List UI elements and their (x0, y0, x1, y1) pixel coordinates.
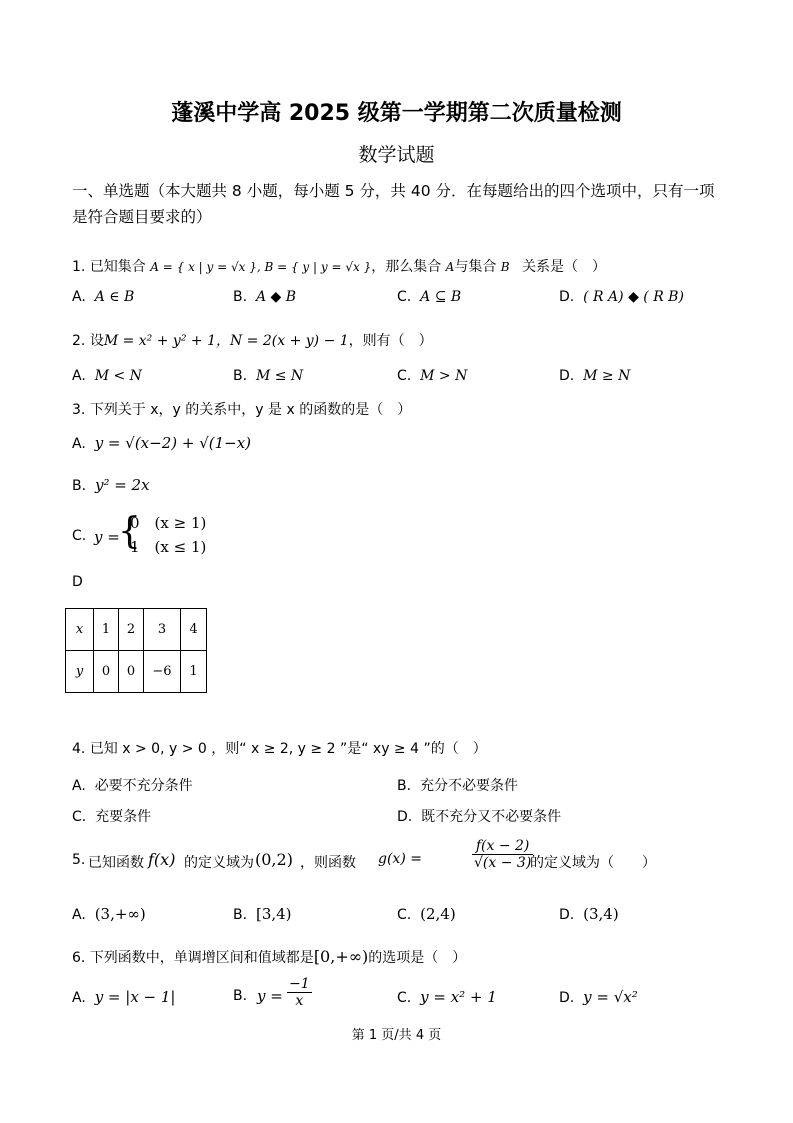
question-text: ，那么集合 (371, 259, 442, 275)
q3-function-table (65, 608, 207, 693)
fraction: $\frac{f(x - 2)}{√(x - 3)}$ (474, 838, 532, 871)
q5-option-c: C. (2,4) (397, 905, 456, 923)
question-text: 设 (89, 333, 104, 349)
question-number: 5. (72, 852, 86, 868)
table-row: x 1 2 3 4 (66, 609, 207, 651)
q4-option-b: B. 充分不必要条件 (397, 778, 518, 794)
question-text: 关系是（ ） (522, 259, 607, 275)
q4-option-a: A. 必要不充分条件 (72, 778, 193, 794)
question-text: 已知集合 (89, 259, 146, 275)
function-g: g(x) = (378, 851, 422, 867)
q6-option-a: A. y = |x − 1| (72, 988, 176, 1006)
section-heading-line2: 是符合题目要求的） (72, 208, 212, 226)
exam-title: 蓬溪中学高 2025 级第一学期第二次质量检测 (171, 101, 622, 126)
q6-option-d: D. y = √x² (559, 988, 638, 1006)
question-6 (72, 947, 466, 967)
q2-option-b: B. M ≤ N (233, 368, 304, 384)
q3-option-d: D (72, 574, 83, 590)
q5-option-d: D. (3,4) (559, 905, 619, 923)
question-text: 已知 x > 0, y > 0 ，则“ x ≥ 2, y ≥ 2 ”是“ xy ≥ 4 ”的（ ） (89, 741, 487, 757)
q3-option-b: B. y² = 2x (72, 476, 150, 494)
question-text: 已知函数 (88, 855, 144, 871)
question-text: ，则有（ ） (348, 333, 433, 349)
question-text: 的选项是（ ） (368, 950, 467, 966)
question-number: 3. (72, 402, 86, 418)
fraction: $\frac{-1}{x}$ (289, 976, 310, 1009)
q2-option-c: C. M > N (397, 368, 468, 384)
q1-option-a: A. A ∈ B (72, 289, 135, 305)
q5-option-b: B. [3,4) (233, 905, 292, 923)
question-number: 6. (72, 950, 86, 966)
question-text: 的定义域为 (184, 855, 254, 871)
table-row: y 0 0 −6 1 (66, 651, 207, 693)
page-number: 第 1 页/共 4 页 (351, 1028, 442, 1043)
interval: [0,+∞) (313, 947, 369, 966)
question-3 (72, 399, 411, 419)
q4-option-c: C. 充要条件 (72, 809, 152, 825)
q1-option-c: C. A ⊆ B (397, 289, 462, 305)
function-f: f(x) (148, 850, 176, 869)
question-text: 下列关于 x，y 的关系中，y 是 x 的函数的是（ ） (89, 402, 412, 418)
question-1 (72, 256, 606, 276)
q2-option-d: D. M ≥ N (559, 368, 631, 384)
set-b-symbol: B (500, 260, 510, 274)
question-2 (72, 330, 433, 350)
q5-option-a: A. (3,+∞) (72, 905, 146, 923)
question-4 (72, 738, 487, 758)
section-heading-line1: 一、单选题（本大题共 8 小题，每小题 5 分，共 40 分．在每题给出的四个选项中，只有一项 (72, 182, 715, 200)
exam-subtitle: 数学试题 (358, 144, 435, 166)
q2-option-a: A. M < N (72, 368, 142, 384)
q3-option-a: A. y = √(x−2) + √(1−x) (72, 434, 252, 452)
question-text: 与集合 (454, 259, 497, 275)
question-text: ，则函数 (300, 855, 356, 871)
question-number: 2. (72, 333, 86, 349)
question-text: 的定义域为（ ） (530, 855, 656, 871)
left-brace: { (118, 511, 141, 552)
q4-option-d: D. 既不充分又不必要条件 (397, 809, 562, 825)
domain-interval: (0,2) (255, 850, 293, 869)
set-b-definition: , B = { y | y = √x } (256, 260, 372, 274)
q1-option-b: B. A ◆ B (233, 289, 297, 305)
set-a-symbol: A (445, 260, 455, 274)
q1-option-d: D. ( R A) ◆ ( R B) (559, 289, 684, 305)
q6-option-c: C. y = x² + 1 (397, 988, 497, 1006)
question-number: 4. (72, 741, 86, 757)
question-text: 下列函数中，单调增区间和值域都是 (89, 950, 314, 966)
set-a-definition: A = { x | y = √x } (150, 260, 257, 274)
question-number: 1. (72, 259, 86, 275)
question-math: M = x² + y² + 1，N = 2(x + y) − 1 (103, 333, 349, 349)
